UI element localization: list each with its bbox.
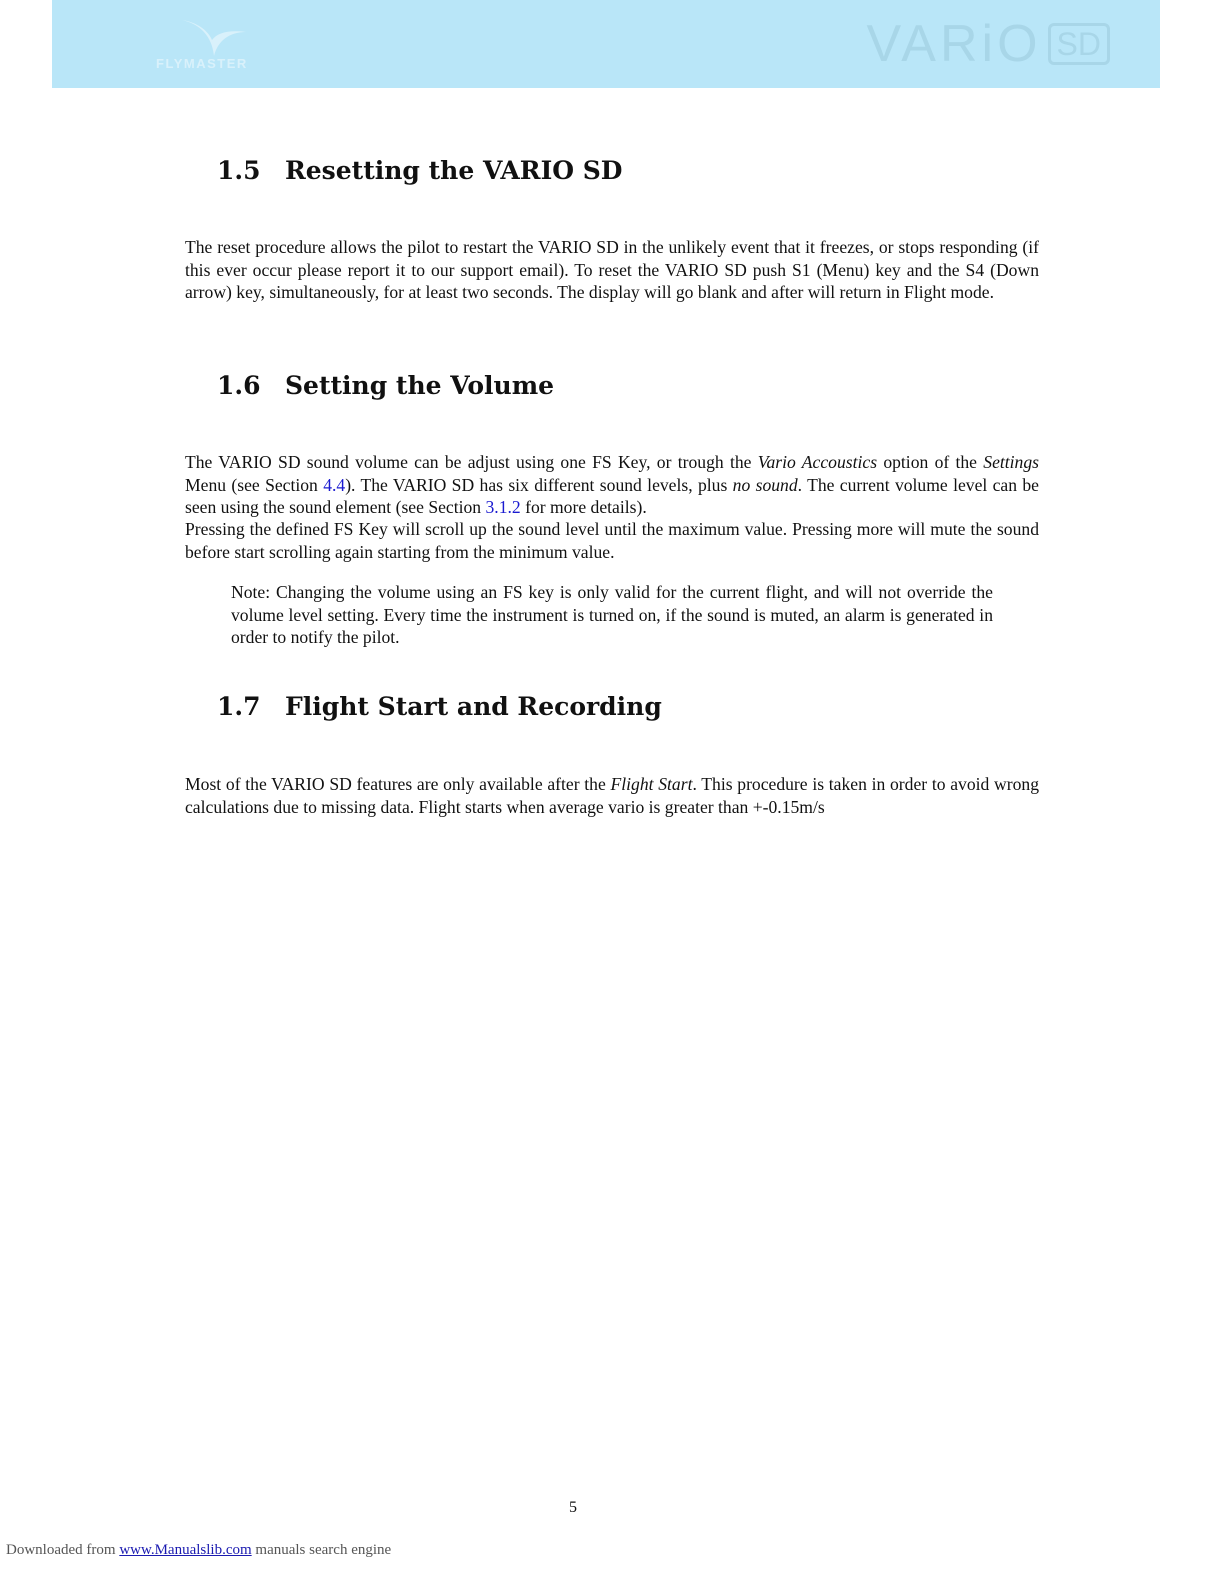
flymaster-wing-icon xyxy=(178,14,248,58)
emphasis-vario-accoustics: Vario Accoustics xyxy=(757,452,878,472)
manualslib-link[interactable]: www.Manualslib.com xyxy=(119,1542,252,1558)
emphasis-settings: Settings xyxy=(983,452,1039,472)
header-banner xyxy=(52,0,1160,88)
section-title: Resetting the VARIO SD xyxy=(285,156,623,185)
paragraph-volume-scroll: Pressing the defined FS Key will scroll up the sound level until the maximum value. Pressing more will mute the sound before start scrolling again starting from the minimum value. xyxy=(185,519,1039,562)
text-run: for more details). xyxy=(520,497,647,517)
vario-wordmark: VARiO xyxy=(866,15,1042,73)
text-run: option of the xyxy=(877,452,984,472)
section-number: 1.5 xyxy=(217,156,261,185)
vario-sd-logo xyxy=(866,15,1110,73)
section-number: 1.7 xyxy=(217,692,261,721)
text-run: . This procedure is taken in order to avoid wrong calculations due to missing data. Flight starts when average vario is greater than +-0.15m/s xyxy=(185,774,1040,817)
sd-badge: SD xyxy=(1048,23,1110,65)
page-number: 5 xyxy=(569,1499,577,1516)
section-ref-link-4-4[interactable]: 4.4 xyxy=(323,474,346,495)
footer-prefix: Downloaded from xyxy=(6,1542,120,1558)
emphasis-no-sound: no sound xyxy=(732,474,798,495)
paragraph-volume xyxy=(185,451,1039,519)
section-title: Flight Start and Recording xyxy=(285,692,662,721)
footer-suffix: manuals search engine xyxy=(251,1542,392,1558)
paragraph-flight-start xyxy=(185,773,1039,818)
text-run: ). The VARIO SD has six different sound levels, plus xyxy=(345,474,733,495)
section-heading-1-7 xyxy=(217,692,662,721)
section-number: 1.6 xyxy=(217,371,261,400)
flymaster-wordmark: FLYMASTER xyxy=(156,56,248,71)
section-title: Setting the Volume xyxy=(285,371,555,400)
section-ref-link-3-1-2[interactable]: 3.1.2 xyxy=(485,497,521,517)
flymaster-logo xyxy=(148,10,278,80)
text-run: Most of the VARIO SD features are only available after the xyxy=(185,774,611,794)
text-run: The VARIO SD sound volume can be adjust using one FS Key, or trough the xyxy=(185,452,758,472)
emphasis-flight-start: Flight Start xyxy=(610,774,693,794)
note-volume: Note: Changing the volume using an FS key is only valid for the current flight, and will not override the volume level setting. Every time the instrument is turned on, if the sound is muted, an alarm is generated in order to notify the pilot. xyxy=(231,582,993,647)
paragraph-reset: The reset procedure allows the pilot to restart the VARIO SD in the unlikely event that it freezes, or stops responding (if this ever occur please report it to our support email). To reset the VARIO SD push S1 (Menu) key and the S4 (Down arrow) key, simultaneously, for at least two seconds. The display will go blank and after will return in Flight mode. xyxy=(185,237,1039,302)
section-heading-1-5 xyxy=(217,156,623,185)
footer-source xyxy=(6,1542,391,1559)
text-run: . The current volume level can be seen using the sound element (see Section xyxy=(185,474,1039,517)
section-heading-1-6 xyxy=(217,371,554,400)
text-run: Menu (see Section xyxy=(185,474,324,495)
